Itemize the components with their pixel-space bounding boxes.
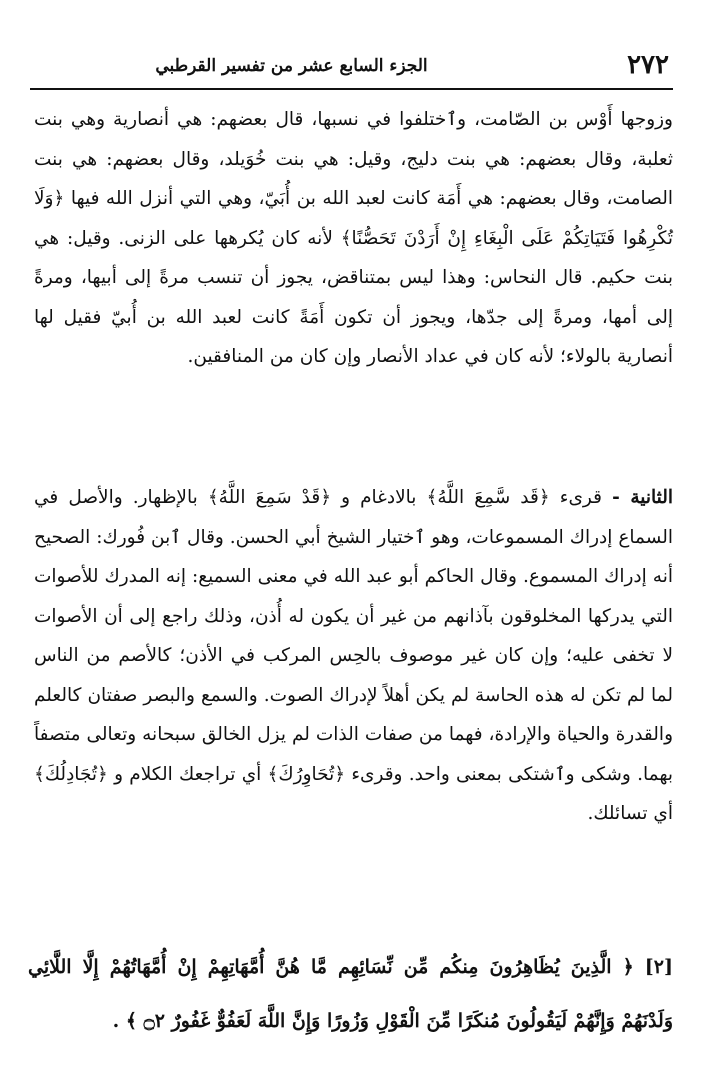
quran-verse: [٢] ﴿ الَّذِينَ يُظَاهِرُونَ مِنكُم مِّن نِّسَائِهِم مَّا هُنَّ أُمَّهَاتِهِمْ إِنْ أُمَّهَاتُهُمْ إِلَّا اللَّائِي وَلَدْنَهُمْ وَإِنَّهُمْ لَيَقُولُونَ مُنكَرًا مِّنَ الْقَوْلِ وَزُورًا وَإِنَّ اللَّهَ لَعَفُوٌّ غَفُورٌ ۝٢ ﴾ . [28, 956, 673, 1032]
page-header [30, 48, 673, 90]
paragraph-1: وزوجها أَوْس بن الصّامت، وٱختلفوا في نسبها، قال بعضهم: هي أنصارية وهي بنت ثعلبة، وقال بعضهم: هي بنت دليج، وقيل: هي بنت خُوَيلد، وقال بعضهم: هي بنت الصامت، وقال بعضهم: هي أَمَة كانت لعبد الله بن أُبَيّ، وهي التي أنزل الله فيها ﴿وَلَا تُكْرِهُوا فَتَيَاتِكُمْ عَلَى الْبِغَاءِ إِنْ أَرَدْنَ تَحَصُّنًا﴾ لأنه كان يُكرهها على الزنى. وقيل: هي بنت حكيم. قال النحاس: وهذا ليس بمتناقض، يجوز أن تنسب مرةً إلى أبيها، ومرةً إلى أمها، ومرةً إلى جدّها، ويجوز أن تكون أَمَةً كانت لعبد الله بن أُبيّ فقيل لها أنصارية بالولاء؛ لأنه كان في عداد الأنصار وإن كان من المنافقين. [34, 109, 673, 367]
running-title: الجزء السابع عشر من تفسير القرطبي [155, 56, 428, 76]
paragraph-2-text: قرىء ﴿قَد سَّمِعَ اللَّهُ﴾ بالادغام و ﴿قَدْ سَمِعَ اللَّهُ﴾ بالإظهار. والأصل في السماع إدراك المسموعات، وهو ٱختيار الشيخ أبي الحسن. وقال ٱبن فُورك: الصحيح أنه إدراك المسموع. وقال الحاكم أبو عبد الله في معنى السميع: إنه المدرك للأصوات التي يدركها المخلوقون بآذانهم من غير أن يكون له أُذن، وذلك راجع إلى أن الأصوات لا تخفى عليه؛ وإن كان غير موصوف بالحِس المركب في الأذن؛ كالأصم من الناس لما لم تكن له هذه الحاسة لم يكن أهلاً لإدراك الصوت. والسمع والبصر صفتان كالعلم والقدرة والحياة والإرادة، فهما من صفات الذات لم يزل الخالق سبحانه وتعالى متصفاً بهما. وشكى وٱشتكى بمعنى واحد. وقرىء ﴿تُحَاوِرُكَ﴾ أي تراجعك الكلام و ﴿تُجَادِلُكَ﴾ أي تسائلك. [34, 487, 673, 824]
section-lead: الثانية - [612, 487, 674, 508]
paragraph-2 [34, 478, 673, 834]
page-number: ٢٧٢ [627, 50, 669, 80]
